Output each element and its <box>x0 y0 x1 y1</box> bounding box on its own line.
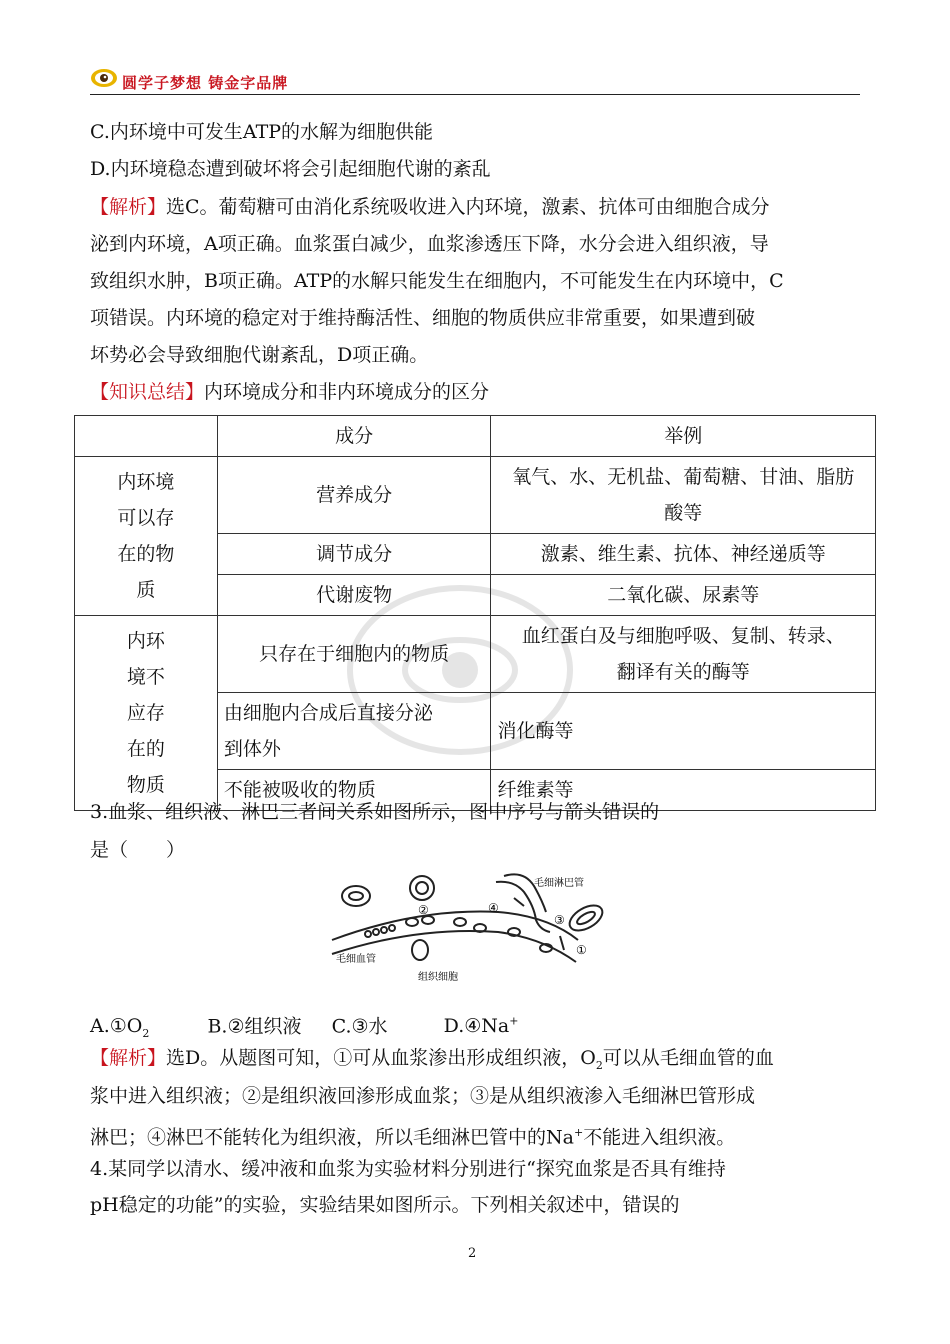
component-cell: 只存在于细胞内的物质 <box>217 616 491 693</box>
analysis-text: 可以从毛细血管的血 <box>602 1047 774 1069</box>
subscript: 2 <box>595 1058 603 1072</box>
option-c: C.内环境中可发生ATP的水解为细胞供能 <box>90 121 434 143</box>
example-line: 翻译有关的酶等 <box>616 661 750 683</box>
example-cell <box>491 457 876 534</box>
q2-analysis-line1 <box>90 195 770 219</box>
superscript: + <box>573 1126 584 1139</box>
eye-logo-icon <box>90 66 118 90</box>
component-line: 到体外 <box>223 738 281 760</box>
capillary-wall-upper <box>332 912 578 940</box>
q3-option-a-text: A.①O <box>90 1015 143 1038</box>
q3-analysis-line2: 浆中进入组织液；②是组织液回渗形成血浆；③是从组织液渗入毛细淋巴管形成 <box>90 1085 756 1107</box>
q3-option-d-text: D.④Na <box>443 1015 510 1038</box>
subscript: 2 <box>142 1027 150 1041</box>
group-label-line: 物质 <box>126 774 165 796</box>
q3-stem-line2: 是（ ） <box>90 839 186 861</box>
q3-option-d <box>444 1015 519 1037</box>
q2-analysis-line4: 项错误。内环境的稳定对于维持酶活性、细胞的物质供应非常重要，如果遭到破 <box>90 307 756 329</box>
q2-analysis-line3: 致组织水肿，B项正确。ATP的水解只能发生在细胞内，不可能发生在内环境中，C <box>90 270 784 292</box>
arrow-4 <box>514 898 524 906</box>
q3-option-b: B.②组织液 <box>207 1015 302 1038</box>
example-cell: 消化酶等 <box>491 693 876 770</box>
table-row <box>75 616 876 693</box>
analysis-text: 选D。从题图可知，①可从血浆渗出形成组织液，O <box>166 1047 596 1069</box>
blood-cell <box>342 886 370 906</box>
q3-analysis-line1 <box>90 1046 774 1078</box>
label-capillary-blood: 毛细血管 <box>336 954 376 965</box>
group-label-line: 在的物 <box>117 543 175 565</box>
analysis-text: 不能进入组织液。 <box>583 1126 736 1149</box>
table-header-row <box>75 416 876 457</box>
q3-options <box>90 1010 518 1046</box>
red-cell <box>565 900 606 935</box>
arrow-1 <box>560 936 564 950</box>
example-line: 氧气、水、无机盐、葡萄糖、甘油、脂肪 <box>512 466 855 488</box>
analysis-tag: 【解析】 <box>90 1047 167 1069</box>
tissue-fluid-diagram <box>328 870 618 982</box>
group-label-cell <box>75 616 218 811</box>
option-d: D.内环境稳态遭到破坏将会引起细胞代谢的紊乱 <box>90 158 491 180</box>
group-label-line: 内环 <box>126 630 165 652</box>
label-n1: ① <box>576 943 587 957</box>
table-row <box>75 457 876 534</box>
analysis-text: 淋巴；④淋巴不能转化为组织液，所以毛细淋巴管中的Na <box>90 1126 574 1149</box>
label-n4: ④ <box>488 901 499 915</box>
page-number: 2 <box>468 1246 477 1261</box>
table-header-cell <box>75 416 218 457</box>
q2-analysis-line5: 坏势必会导致细胞代谢紊乱，D项正确。 <box>90 344 429 366</box>
header-slogan: 圆学子梦想 铸金字品牌 <box>122 74 289 92</box>
label-n3: ③ <box>554 913 565 927</box>
example-line: 血红蛋白及与细胞呼吸、复制、转录、 <box>521 625 845 647</box>
example-cell <box>491 616 876 693</box>
example-cell: 激素、维生素、抗体、神经递质等 <box>491 534 876 575</box>
q3-option-c: C.③水 <box>331 1015 388 1038</box>
analysis-tag: 【解析】 <box>90 196 167 218</box>
q2-analysis-line2: 泌到内环境，A项正确。血浆蛋白减少，血浆渗透压下降，水分会进入组织液，导 <box>90 233 769 255</box>
table-header-cell: 成分 <box>217 416 491 457</box>
analysis-text: 选C。葡萄糖可由消化系统吸收进入内环境，激素、抗体可由细胞合成分 <box>166 196 770 218</box>
component-cell: 营养成分 <box>217 457 491 534</box>
component-cell <box>217 693 491 770</box>
example-cell: 二氧化碳、尿素等 <box>491 575 876 616</box>
group-label-line: 应存 <box>126 702 165 724</box>
q4-stem-line1: 4.某同学以清水、缓冲液和血浆为实验材料分别进行“探究血浆是否具有维持 <box>90 1158 726 1180</box>
q3-stem-line1: 3.血浆、组织液、淋巴三者间关系如图所示，图中序号与箭头错误的 <box>90 801 660 823</box>
component-cell: 调节成分 <box>217 534 491 575</box>
q3-option-a <box>90 1015 150 1041</box>
q3-analysis-line3 <box>90 1121 735 1149</box>
blood-cell <box>410 876 434 900</box>
group-label-line: 境不 <box>126 666 165 688</box>
group-label-line: 可以存 <box>117 507 175 529</box>
label-tissue-cell: 组织细胞 <box>418 972 458 982</box>
component-line: 由细胞内合成后直接分泌 <box>223 702 433 724</box>
example-line: 酸等 <box>664 502 703 524</box>
summary-title: 内环境成分和非内环境成分的区分 <box>204 381 490 403</box>
label-capillary-lymph: 毛细淋巴管 <box>534 878 584 889</box>
label-n2: ② <box>418 903 429 917</box>
group-label-cell <box>75 457 218 616</box>
knowledge-table <box>74 415 876 811</box>
component-cell: 代谢废物 <box>217 575 491 616</box>
q4-stem-line2: pH稳定的功能”的实验，实验结果如图所示。下列相关叙述中，错误的 <box>90 1194 680 1216</box>
lymph-capillary <box>496 882 550 932</box>
example-cell: 纤维素等 <box>491 770 876 811</box>
group-label-line: 在的 <box>126 738 165 760</box>
group-label-line: 内环境 <box>117 471 175 493</box>
group-label-line: 质 <box>136 579 156 601</box>
page-header <box>90 66 860 94</box>
summary-tag: 【知识总结】 <box>90 381 205 403</box>
table-header-cell: 举例 <box>491 416 876 457</box>
summary-heading <box>90 380 489 404</box>
header-divider <box>90 94 860 95</box>
superscript: + <box>509 1015 519 1028</box>
component-cell: 不能被吸收的物质 <box>217 770 491 811</box>
tissue-cell <box>412 940 428 960</box>
